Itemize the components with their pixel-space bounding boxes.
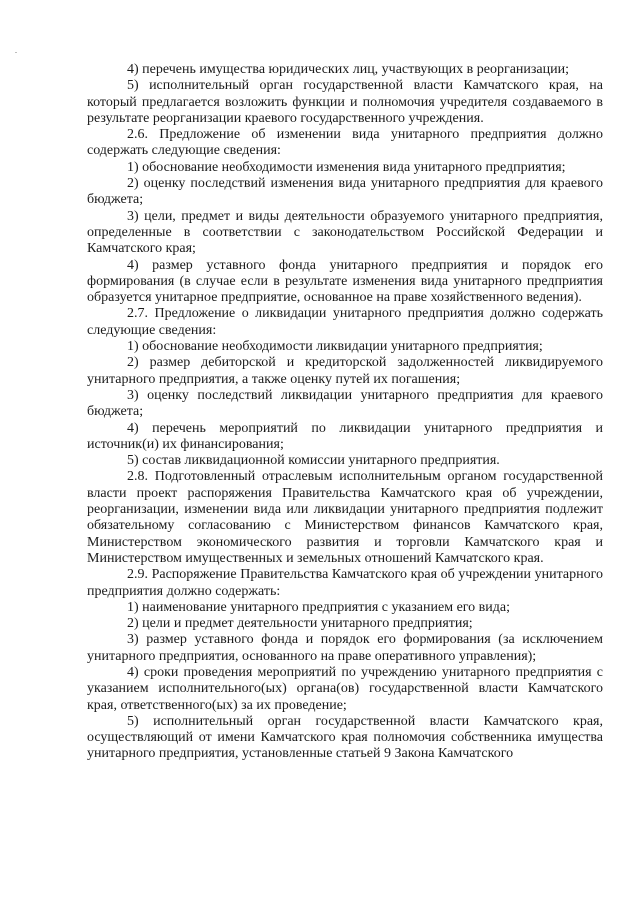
section-2-7: 2.7. Предложение о ликвидации унитарного предприятия должно содержать следующие сведения:: [87, 306, 603, 338]
list-item: 2) цели и предмет деятельности унитарного предприятия;: [127, 616, 473, 632]
list-item: 2) оценку последствий изменения вида унитарного предприятия для краевого бюджета;: [87, 176, 603, 208]
list-item: 3) размер уставного фонда и порядок его формирования (за исключением унитарного предприятия, основанного на праве оперативного управления);: [87, 632, 603, 664]
section-2-9: 2.9. Распоряжение Правительства Камчатского края об учреждении унитарного предприятия должно содержать:: [87, 567, 603, 599]
list-item: 2) размер дебиторской и кредиторской задолженностей ликвидируемого унитарного предприятия, а также оценку путей их погашения;: [87, 355, 603, 387]
list-item: 5) состав ликвидационной комиссии унитарного предприятия.: [127, 453, 500, 469]
item-5-executive-body: 5) исполнительный орган государственной власти Камчатского края, на который предлагается возложить функции и полномочия учредителя создаваемого в результате реорганизации краевого государственного учреждения.: [87, 78, 603, 126]
section-2-6: 2.6. Предложение об изменении вида унитарного предприятия должно содержать следующие сведения:: [87, 127, 603, 159]
scan-speck: [15, 52, 17, 53]
list-item: 1) обоснование необходимости ликвидации унитарного предприятия;: [127, 339, 543, 355]
list-item: 3) оценку последствий ликвидации унитарного предприятия для краевого бюджета;: [87, 387, 603, 420]
section-2-8: 2.8. Подготовленный отраслевым исполнительным органом государственной власти проект распоряжения Правительства Камчатского края об учреждении, реорганизации, изменении вида или ликвидации унитарного предприятия подлежит обязательному согласованию с Министерством финансов Камчатского края, Министерством экономического развития и торговли Камчатского края и Министерством имущественных и земельных отношений Камчатского края.: [87, 469, 603, 566]
list-item: 5) исполнительный орган государственной власти Камчатского края, осуществляющий от имени Камчатского края полномочия собственника имущества унитарного предприятия, установленные статьей 9 Закона Камчатского: [87, 713, 603, 762]
list-item: 4) перечень мероприятий по ликвидации унитарного предприятия и источник(и) их финансирования;: [87, 420, 603, 452]
list-item: 4) сроки проведения мероприятий по учреждению унитарного предприятия с указанием исполнительного(ых) органа(ов) государственной власти Камчатского края, ответственного(ых) за их проведение;: [87, 664, 603, 713]
list-item: 1) обоснование необходимости изменения вида унитарного предприятия;: [127, 159, 566, 175]
document-page: [87, 62, 603, 763]
list-item: 1) наименование унитарного предприятия с указанием его вида;: [127, 599, 511, 615]
list-item: 3) цели, предмет и виды деятельности образуемого унитарного предприятия, определенные в соответствии с законодательством Российской Федерации и Камчатского края;: [87, 208, 603, 257]
list-item: 4) размер уставного фонда унитарного предприятия и порядок его формирования (в случае если в результате изменения вида унитарного предприятия образуется унитарное предприятие, основанное на праве хозяйственного ведения).: [87, 257, 603, 306]
item-4-property-list: 4) перечень имущества юридических лиц, участвующих в реорганизации;: [127, 62, 570, 77]
